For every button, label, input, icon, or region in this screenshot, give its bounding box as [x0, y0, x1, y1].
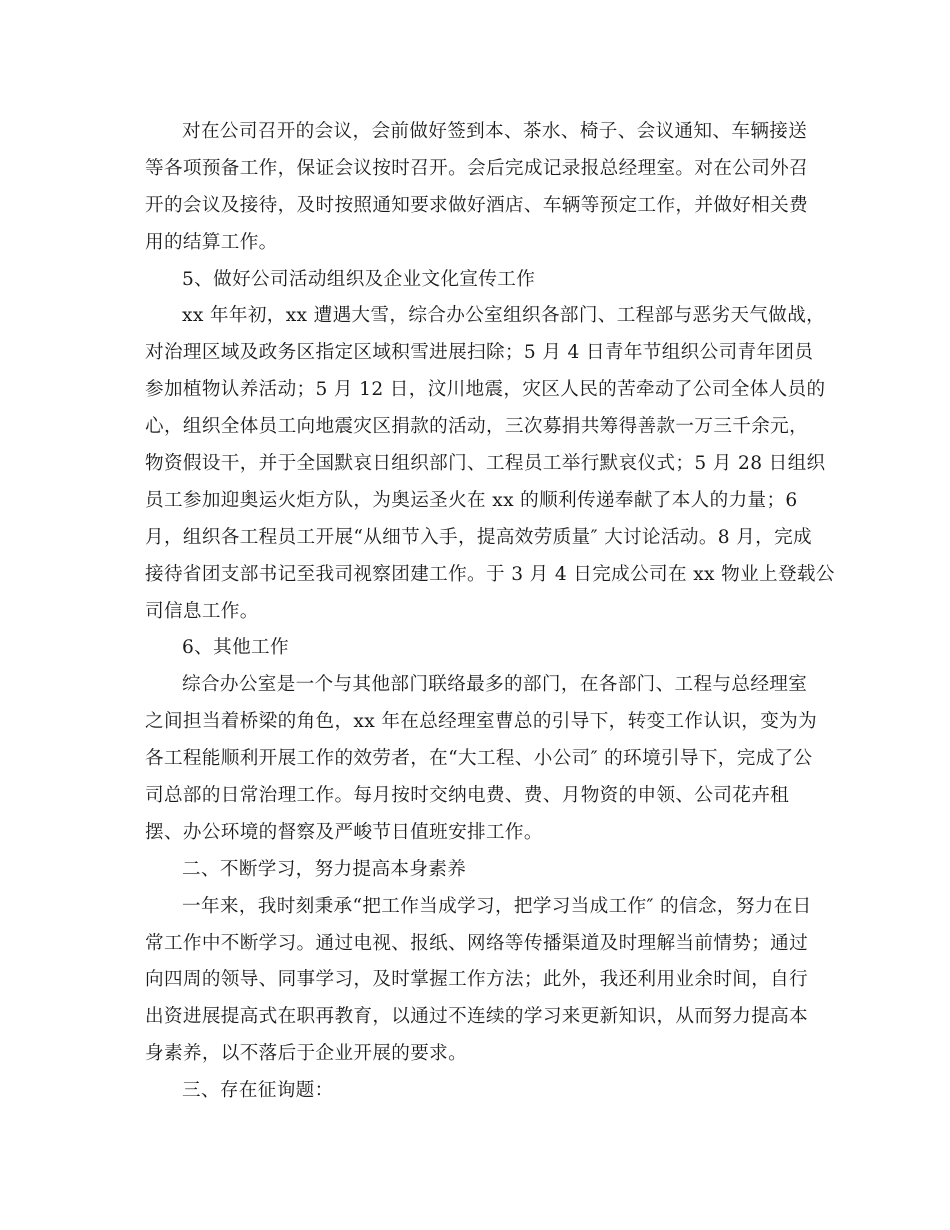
paragraph-line: 月，组织各工程员工开展“从细节入手，提高效劳质量″ 大讨论活动。8 月，完成: [145, 526, 812, 548]
paragraph-line: 常工作中不断学习。通过电视、报纸、网络等传播渠道及时理解当前情势；通过: [145, 932, 809, 954]
paragraph-line: 用的结算工作。: [145, 231, 278, 253]
paragraph-line: 物资假设干，并于全国默哀日组织部门、工程员工举行默哀仪式；5 月 28 日组织: [145, 453, 826, 475]
paragraph-line: 对治理区域及政务区指定区域积雪进展扫除；5 月 4 日青年节组织公司青年团员: [145, 342, 814, 364]
paragraph-line: 向四周的领导、同事学习，及时掌握工作方法；此外，我还利用业余时间，自行: [145, 969, 809, 991]
document-body: [145, 114, 835, 1110]
paragraph-line: 开的会议及接待，及时按照通知要求做好酒店、车辆等预定工作，并做好相关费: [145, 194, 809, 216]
paragraph-line: 心，组织全体员工向地震灾区捐款的活动，三次募捐共筹得善款一万三千余元，: [145, 416, 809, 438]
section-heading: 6、其他工作: [182, 637, 289, 659]
paragraph-line: 之间担当着桥梁的角色，xx 年在总经理室曹总的引导下，转变工作认识，变为为: [145, 711, 818, 733]
paragraph-line: 对在公司召开的会议，会前做好签到本、茶水、椅子、会议通知、车辆接送: [182, 121, 808, 142]
paragraph-line: 接待省团支部书记至我司视察团建工作。于 3 月 4 日完成公司在 xx 物业上登载公: [145, 563, 835, 585]
paragraph-line: 司总部的日常治理工作。每月按时交纳电费、费、月物资的申领、公司花卉租: [145, 785, 790, 807]
paragraph-line: 出资进展提高式在职再教育，以通过不连续的学习来更新知识，从而努力提高本: [145, 1006, 809, 1028]
paragraph-line: 员工参加迎奥运火炬方队，为奥运圣火在 xx 的顺利传递奉献了本人的力量；6: [145, 489, 798, 511]
paragraph-line: 身素养，以不落后于企业开展的要求。: [145, 1043, 468, 1065]
section-heading: 5、做好公司活动组织及企业文化宣传工作: [182, 268, 536, 290]
section-heading: 三、存在征询题：: [182, 1080, 334, 1102]
paragraph-line: 摆、办公环境的督察及严峻节日值班安排工作。: [145, 821, 543, 843]
paragraph-line: 综合办公室是一个与其他部门联络最多的部门，在各部门、工程与总经理室: [182, 674, 808, 696]
paragraph-line: 司信息工作。: [145, 600, 259, 622]
paragraph-line: 参加植物认养活动；5 月 12 日，汶川地震，灾区人民的苦牵动了公司全体人员的: [145, 379, 826, 401]
paragraph-line: 各工程能顺利开展工作的效劳者，在“大工程、小公司″ 的环境引导下，完成了公: [145, 748, 813, 770]
paragraph-line: xx 年年初，xx 遭遇大雪，综合办公室组织各部门、工程部与恶劣天气做战，: [182, 305, 826, 327]
section-heading: 二、不断学习，努力提高本身素养: [182, 858, 467, 880]
paragraph-line: 一年来，我时刻秉承“把工作当成学习，把学习当成工作″ 的信念，努力在日: [182, 895, 812, 917]
paragraph-line: 等各项预备工作，保证会议按时召开。会后完成记录报总经理室。对在公司外召: [145, 157, 809, 179]
